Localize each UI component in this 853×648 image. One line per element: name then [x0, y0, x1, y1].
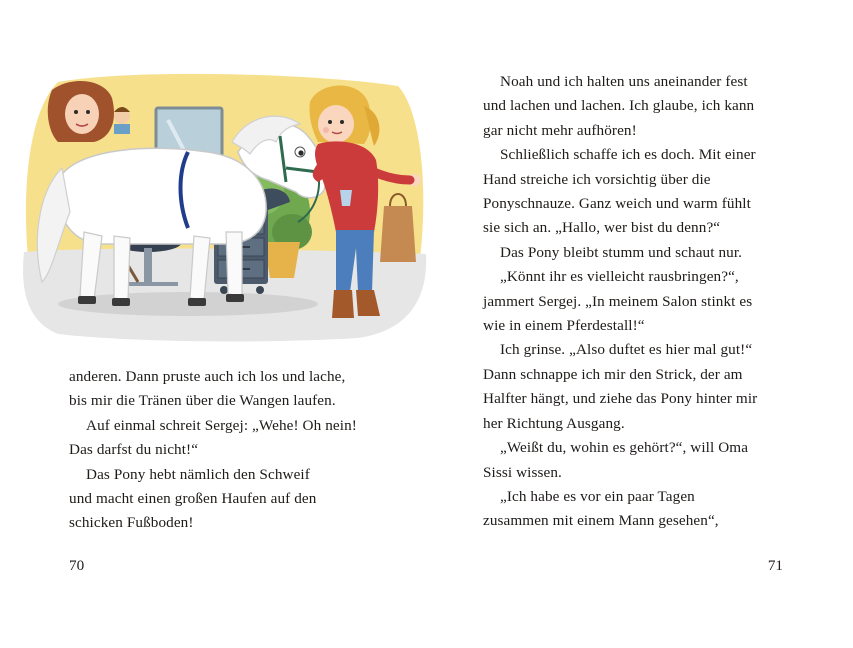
text-line: Dann schnappe ich mir den Strick, der am	[483, 365, 743, 383]
pony-salon-illustration	[18, 72, 430, 342]
text-line: „Weißt du, wohin es gehört?“, will Oma	[500, 439, 749, 457]
text-line: sie sich an. „Hallo, wer bist du denn?“	[483, 219, 721, 237]
text-line: schicken Fußboden!	[69, 514, 194, 532]
page-number-right: 71	[767, 557, 783, 574]
text-line: Das darfst du nicht!“	[69, 441, 199, 459]
text-line: bis mir die Tränen über die Wangen laufen.	[69, 392, 336, 410]
text-line: Ich grinse. „Also duftet es hier mal gut!“	[500, 341, 753, 359]
right-page-text	[483, 70, 803, 534]
left-page	[0, 0, 426, 648]
text-line: Schließlich schaffe ich es doch. Mit einer	[500, 146, 756, 164]
text-line: Auf einmal schreit Sergej: „Wehe! Oh nein!	[86, 416, 357, 434]
text-line: Hand streiche ich vorsichtig über die	[483, 170, 711, 188]
text-line: anderen. Dann pruste auch ich los und lache,	[69, 368, 346, 385]
text-line: wie in einem Pferdestall!“	[483, 317, 645, 335]
text-line: zusammen mit einem Mann gesehen“,	[483, 512, 719, 530]
text-line: und macht einen großen Haufen auf den	[69, 490, 317, 508]
page-number-left: 70	[69, 557, 85, 574]
text-line: „Könnt ihr es vielleicht rausbringen?“,	[500, 268, 739, 286]
text-line: und lachen und lachen. Ich glaube, ich kann	[483, 97, 755, 115]
text-line: her Richtung Ausgang.	[483, 414, 625, 432]
text-line: jammert Sergej. „In meinem Salon stinkt es	[483, 292, 753, 310]
left-page-text	[69, 365, 389, 536]
text-line: Noah und ich halten uns aneinander fest	[500, 73, 748, 90]
text-line: gar nicht mehr aufhören!	[483, 121, 637, 139]
text-line: Ponyschnauze. Ganz weich und warm fühlt	[483, 195, 751, 213]
text-line: „Ich habe es vor ein paar Tagen	[500, 487, 695, 505]
right-page	[426, 0, 853, 648]
text-line: Das Pony bleibt stumm und schaut nur.	[500, 243, 743, 261]
text-line: Halfter hängt, und ziehe das Pony hinter mir	[483, 390, 758, 408]
text-line: Sissi wissen.	[483, 463, 562, 481]
text-line: Das Pony hebt nämlich den Schweif	[86, 465, 310, 483]
